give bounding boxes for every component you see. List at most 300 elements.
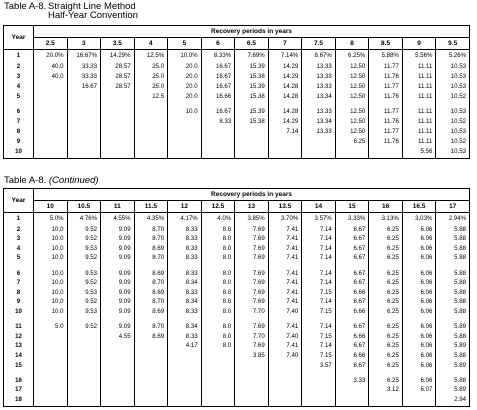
rate-cell: 6.06 bbox=[402, 226, 436, 236]
rate-cell: 9.09 bbox=[101, 235, 135, 245]
year-cell: 12 bbox=[4, 333, 34, 343]
rate-cell: 28.57 bbox=[101, 63, 135, 73]
rate-cell: 7.40 bbox=[268, 352, 302, 362]
rate-cell: 9.09 bbox=[101, 289, 135, 299]
rate-cell: 5.88 bbox=[454, 308, 466, 316]
rate-cell: 20.0 bbox=[168, 93, 202, 103]
rate-cell: 7.14 bbox=[302, 298, 336, 308]
rate-cell bbox=[201, 128, 235, 138]
table-row bbox=[4, 386, 470, 396]
table-row bbox=[4, 235, 470, 245]
rate-cell bbox=[101, 138, 135, 148]
table-row bbox=[4, 377, 470, 387]
rate-cell bbox=[101, 342, 135, 352]
column-header: 14 bbox=[302, 201, 336, 213]
rate-cell: 9.53 bbox=[67, 308, 101, 318]
year-cell: 18 bbox=[4, 396, 34, 406]
rate-cell: 11.11 bbox=[402, 83, 436, 93]
rate-cell: 5.88 bbox=[454, 352, 466, 360]
rate-cell bbox=[168, 352, 202, 362]
rate-cell: 5.0 bbox=[34, 323, 68, 333]
column-header: 11.5 bbox=[134, 201, 168, 213]
rate-cell: 5.89 bbox=[454, 361, 466, 369]
rate-cell bbox=[268, 138, 302, 148]
rate-cell bbox=[268, 362, 302, 372]
rate-cell: 14.28 bbox=[268, 108, 302, 118]
rate-cell: 33.33 bbox=[67, 73, 101, 83]
rate-cell: 10.0 bbox=[34, 308, 68, 318]
rate-cell: 20.0 bbox=[168, 83, 202, 93]
rate-cell: 14.29% bbox=[101, 50, 135, 63]
rate-cell: 13.33 bbox=[302, 83, 336, 93]
rate-cell: 5.88% bbox=[369, 50, 403, 63]
rate-cell: 12.5% bbox=[134, 50, 168, 63]
rate-cell bbox=[34, 108, 68, 118]
rate-cell: 14.29 bbox=[268, 73, 302, 83]
table-row bbox=[4, 352, 470, 362]
rate-cell: 8.0 bbox=[201, 270, 235, 280]
rate-cell bbox=[235, 138, 269, 148]
rate-cell bbox=[134, 148, 168, 159]
rate-cell: 6.06 bbox=[402, 333, 436, 343]
rate-cell bbox=[402, 396, 436, 406]
rate-cell: 12.50 bbox=[335, 118, 369, 128]
rate-cell: 8.70 bbox=[134, 235, 168, 245]
rate-cell bbox=[67, 128, 101, 138]
column-header: 4 bbox=[134, 38, 168, 50]
rate-cell: 15.39 bbox=[235, 83, 269, 93]
rate-cell: 7.15 bbox=[302, 352, 336, 362]
rate-cell: 9.52 bbox=[67, 298, 101, 308]
rate-cell bbox=[235, 396, 269, 406]
rate-cell: 6.66 bbox=[335, 333, 369, 343]
table1 bbox=[3, 25, 470, 159]
rate-cell: 8.0 bbox=[201, 298, 235, 308]
table1-subtitle-text: Half-Year Convention bbox=[48, 10, 138, 21]
rate-cell: 6.25 bbox=[369, 342, 403, 352]
rate-cell bbox=[201, 377, 235, 387]
rate-cell: 8.33 bbox=[168, 245, 202, 255]
rate-cell: 15.39 bbox=[235, 108, 269, 118]
rate-cell: 10.0 bbox=[34, 270, 68, 280]
rate-cell: 5.88 bbox=[454, 254, 466, 262]
rate-cell bbox=[335, 386, 369, 396]
rate-cell: 10.52 bbox=[450, 118, 466, 126]
rate-cell bbox=[134, 138, 168, 148]
year-cell: 17 bbox=[4, 386, 34, 396]
rate-cell: 16.67 bbox=[67, 83, 101, 93]
year-cell: 8 bbox=[4, 128, 34, 138]
rate-cell bbox=[34, 362, 68, 372]
rate-cell: 8.33 bbox=[201, 118, 235, 128]
rate-cell: 6.25 bbox=[335, 138, 369, 148]
rate-cell: 5.56 bbox=[402, 148, 436, 159]
rate-cell: 10.0 bbox=[34, 235, 68, 245]
rate-cell: 6.06 bbox=[402, 245, 436, 255]
rate-cell bbox=[67, 342, 101, 352]
rate-cell: 11.76 bbox=[369, 73, 403, 83]
rate-cell: 6.06 bbox=[402, 235, 436, 245]
rate-cell bbox=[67, 386, 101, 396]
rate-cell: 20.0% bbox=[34, 50, 68, 63]
rate-cell bbox=[134, 108, 168, 118]
rate-cell bbox=[302, 148, 336, 159]
rate-cell: 10.0% bbox=[168, 50, 202, 63]
rate-cell: 9.09 bbox=[101, 308, 135, 318]
rate-cell bbox=[101, 128, 135, 138]
rate-cell: 6.25 bbox=[369, 289, 403, 299]
rate-cell bbox=[134, 128, 168, 138]
rate-cell bbox=[67, 93, 101, 103]
rate-cell: 15.38 bbox=[235, 93, 269, 103]
rate-cell: 8.70 bbox=[134, 254, 168, 264]
table1-title-number: Table A-8. bbox=[4, 1, 47, 12]
rate-cell: 8.0 bbox=[201, 279, 235, 289]
rate-cell: 8.0 bbox=[201, 323, 235, 333]
year-cell: 1 bbox=[4, 50, 34, 63]
rate-cell: 5.88 bbox=[454, 225, 466, 233]
table2-title-continued: (Continued) bbox=[48, 175, 99, 186]
rate-cell: 9.53 bbox=[67, 245, 101, 255]
rate-cell bbox=[67, 148, 101, 159]
rate-cell: 7.41 bbox=[268, 289, 302, 299]
rate-cell: 11.11 bbox=[402, 118, 436, 128]
rate-cell: 7.41 bbox=[268, 270, 302, 280]
rate-cell: 3.33% bbox=[335, 213, 369, 226]
rate-cell bbox=[302, 138, 336, 148]
rate-cell: 14.29 bbox=[268, 118, 302, 128]
rate-cell: 6.06 bbox=[402, 279, 436, 289]
rate-cell: 7.14 bbox=[302, 245, 336, 255]
rate-cell: 7.41 bbox=[268, 323, 302, 333]
column-header: 12.5 bbox=[201, 201, 235, 213]
rate-cell bbox=[34, 118, 68, 128]
rate-cell: 9.53 bbox=[67, 289, 101, 299]
rate-cell: 3.85% bbox=[235, 213, 269, 226]
rate-cell bbox=[67, 108, 101, 118]
rate-cell: 7.40 bbox=[268, 333, 302, 343]
rate-cell: 4.55% bbox=[101, 213, 135, 226]
column-header: 17 bbox=[436, 201, 470, 213]
rate-cell: 3.12 bbox=[369, 386, 403, 396]
rate-cell: 10.0 bbox=[34, 245, 68, 255]
rate-cell: 3.33 bbox=[335, 377, 369, 387]
rate-cell: 6.67 bbox=[335, 362, 369, 372]
table-row bbox=[4, 213, 470, 226]
year-cell: 10 bbox=[4, 148, 34, 159]
column-header-row bbox=[4, 201, 470, 213]
table-row bbox=[4, 108, 470, 118]
rate-cell bbox=[134, 362, 168, 372]
rate-cell: 14.29 bbox=[268, 63, 302, 73]
rate-cell: 4.55 bbox=[101, 333, 135, 343]
rate-cell: 11.11 bbox=[402, 108, 436, 118]
rate-cell: 8.33 bbox=[168, 226, 202, 236]
rate-cell: 5.89 bbox=[454, 386, 466, 394]
rate-cell bbox=[235, 377, 269, 387]
rate-cell: 6.06 bbox=[402, 362, 436, 372]
rate-cell: 7.70 bbox=[235, 308, 269, 318]
rate-cell: 10.53 bbox=[450, 82, 466, 90]
rate-cell: 9.52 bbox=[67, 323, 101, 333]
rate-cell bbox=[168, 396, 202, 406]
rate-cell bbox=[34, 138, 68, 148]
rate-cell bbox=[302, 377, 336, 387]
rate-cell: 12.50 bbox=[335, 63, 369, 73]
rate-cell: 10.53 bbox=[450, 128, 466, 136]
rate-cell bbox=[34, 333, 68, 343]
column-header: 12 bbox=[168, 201, 202, 213]
year-cell: 15 bbox=[4, 362, 34, 372]
table1-body bbox=[4, 50, 470, 159]
rate-cell bbox=[201, 138, 235, 148]
rate-cell: 8.33 bbox=[168, 235, 202, 245]
rate-cell bbox=[34, 148, 68, 159]
rate-cell: 6.25 bbox=[369, 279, 403, 289]
rate-cell: 10.53 bbox=[450, 62, 466, 70]
rate-cell: 6.25 bbox=[369, 270, 403, 280]
rate-cell bbox=[302, 386, 336, 396]
rate-cell: 7.15 bbox=[302, 289, 336, 299]
rate-cell: 8.69 bbox=[134, 333, 168, 343]
rate-cell: 11.11 bbox=[402, 63, 436, 73]
rate-cell: 7.14% bbox=[268, 50, 302, 63]
column-header: 15 bbox=[335, 201, 369, 213]
column-header: 10 bbox=[34, 201, 68, 213]
table-row bbox=[4, 308, 470, 318]
rate-cell: 10.0 bbox=[34, 254, 68, 264]
rate-cell: 16.67 bbox=[201, 108, 235, 118]
rate-cell: 25.0 bbox=[134, 83, 168, 93]
rate-cell: 16.67 bbox=[201, 73, 235, 83]
rate-cell bbox=[67, 396, 101, 406]
rate-cell: 10.53 bbox=[450, 147, 466, 155]
rate-cell: 6.67 bbox=[335, 235, 369, 245]
rate-cell: 3.03% bbox=[402, 213, 436, 226]
rate-cell: 9.09 bbox=[101, 279, 135, 289]
rate-cell: 9.09 bbox=[101, 245, 135, 255]
year-cell: 11 bbox=[4, 323, 34, 333]
rate-cell: 25.0 bbox=[134, 73, 168, 83]
rate-cell: 5.88 bbox=[454, 269, 466, 277]
rate-cell: 7.41 bbox=[268, 226, 302, 236]
rate-cell: 11.11 bbox=[402, 128, 436, 138]
rate-cell: 6.25 bbox=[369, 362, 403, 372]
year-cell: 6 bbox=[4, 270, 34, 280]
table-row bbox=[4, 362, 470, 372]
table2-body bbox=[4, 213, 470, 407]
rate-cell: 8.33 bbox=[168, 254, 202, 264]
rate-cell: 13.34 bbox=[302, 118, 336, 128]
rate-cell: 6.67 bbox=[335, 298, 369, 308]
rate-cell: 15.39 bbox=[235, 63, 269, 73]
rate-cell: 7.41 bbox=[268, 254, 302, 264]
year-cell: 10 bbox=[4, 308, 34, 318]
column-header: 9.5 bbox=[436, 38, 470, 50]
rate-cell: 3.13% bbox=[369, 213, 403, 226]
rate-cell: 9.09 bbox=[101, 298, 135, 308]
rate-cell: 11.77 bbox=[369, 108, 403, 118]
year-cell: 5 bbox=[4, 93, 34, 103]
rate-cell: 8.69 bbox=[134, 245, 168, 255]
rate-cell: 6.06 bbox=[402, 289, 436, 299]
year-cell: 13 bbox=[4, 342, 34, 352]
rate-cell: 7.14 bbox=[302, 226, 336, 236]
rate-cell: 8.69 bbox=[134, 270, 168, 280]
rate-cell bbox=[235, 362, 269, 372]
column-header: 6 bbox=[201, 38, 235, 50]
rate-cell: 7.14 bbox=[268, 128, 302, 138]
rate-cell: 10.0 bbox=[34, 298, 68, 308]
rate-cell: 9.52 bbox=[67, 279, 101, 289]
rate-cell: 28.57 bbox=[101, 73, 135, 83]
table-row bbox=[4, 323, 470, 333]
rate-cell bbox=[369, 148, 403, 159]
rate-cell: 7.14 bbox=[302, 270, 336, 280]
rate-cell: 7.69 bbox=[235, 226, 269, 236]
rate-cell: 6.06 bbox=[402, 377, 436, 387]
rate-cell: 8.70 bbox=[134, 226, 168, 236]
rate-cell bbox=[34, 128, 68, 138]
rate-cell: 13.33 bbox=[302, 108, 336, 118]
rate-cell: 6.67 bbox=[335, 323, 369, 333]
rate-cell: 7.15 bbox=[302, 333, 336, 343]
rate-cell bbox=[134, 386, 168, 396]
rate-cell: 6.67 bbox=[335, 226, 369, 236]
table-row bbox=[4, 333, 470, 343]
column-header: 7 bbox=[268, 38, 302, 50]
rate-cell: 4.35% bbox=[134, 213, 168, 226]
table-row bbox=[4, 396, 470, 406]
rate-cell: 8.33% bbox=[201, 50, 235, 63]
rate-cell: 9.52 bbox=[67, 254, 101, 264]
rate-cell: 11.76 bbox=[369, 138, 403, 148]
rate-cell bbox=[134, 396, 168, 406]
rate-cell: 40.0 bbox=[34, 63, 68, 73]
rate-cell: 5.88 bbox=[454, 279, 466, 287]
column-header: 13 bbox=[235, 201, 269, 213]
rate-cell bbox=[268, 148, 302, 159]
rate-cell: 8.0 bbox=[201, 235, 235, 245]
table2 bbox=[3, 188, 470, 407]
rate-cell bbox=[134, 352, 168, 362]
table-row bbox=[4, 118, 470, 128]
rate-cell: 6.67% bbox=[302, 50, 336, 63]
rate-cell: 4.17% bbox=[168, 213, 202, 226]
rate-cell: 6.06 bbox=[402, 270, 436, 280]
rate-cell: 3.57% bbox=[302, 213, 336, 226]
table-row bbox=[4, 63, 470, 73]
rate-cell: 7.41 bbox=[268, 235, 302, 245]
rate-cell: 20.0 bbox=[168, 63, 202, 73]
rate-cell bbox=[168, 386, 202, 396]
rate-cell: 16.67 bbox=[201, 83, 235, 93]
rate-cell: 6.25 bbox=[369, 333, 403, 343]
year-cell: 1 bbox=[4, 213, 34, 226]
rate-cell: 4.0% bbox=[201, 213, 235, 226]
table-row bbox=[4, 342, 470, 352]
rate-cell: 8.33 bbox=[168, 333, 202, 343]
table1-title-line2 bbox=[4, 11, 138, 21]
rate-cell bbox=[168, 362, 202, 372]
rate-cell: 8.70 bbox=[134, 323, 168, 333]
rate-cell bbox=[101, 362, 135, 372]
rate-cell: 20.0 bbox=[168, 73, 202, 83]
rate-cell: 8.33 bbox=[168, 289, 202, 299]
rate-cell: 11.11 bbox=[402, 93, 436, 103]
column-header: 3.5 bbox=[101, 38, 135, 50]
rate-cell: 11.11 bbox=[402, 73, 436, 83]
rate-cell: 8.69 bbox=[134, 308, 168, 318]
rate-cell bbox=[201, 386, 235, 396]
rate-cell bbox=[168, 377, 202, 387]
column-header: 16.5 bbox=[402, 201, 436, 213]
rate-cell: 16.66 bbox=[201, 93, 235, 103]
rate-cell: 13.33 bbox=[302, 73, 336, 83]
rate-cell: 6.25 bbox=[369, 226, 403, 236]
recovery-periods-header: Recovery periods in years bbox=[34, 26, 470, 38]
rate-cell bbox=[34, 352, 68, 362]
rate-cell: 6.67 bbox=[335, 270, 369, 280]
rate-cell bbox=[168, 118, 202, 128]
rate-cell: 10.0 bbox=[34, 279, 68, 289]
rate-cell bbox=[101, 93, 135, 103]
rate-cell: 6.67 bbox=[335, 279, 369, 289]
rate-cell: 5.88 bbox=[454, 244, 466, 252]
rate-cell bbox=[168, 138, 202, 148]
year-cell: 7 bbox=[4, 118, 34, 128]
rate-cell bbox=[67, 138, 101, 148]
rate-cell: 7.41 bbox=[268, 279, 302, 289]
table-row bbox=[4, 298, 470, 308]
rate-cell: 10.0 bbox=[34, 289, 68, 299]
rate-cell bbox=[134, 377, 168, 387]
rate-cell: 6.66 bbox=[335, 308, 369, 318]
rate-cell bbox=[268, 386, 302, 396]
table1-title-text: Straight Line Method bbox=[48, 1, 136, 12]
rate-cell bbox=[34, 377, 68, 387]
year-cell: 3 bbox=[4, 73, 34, 83]
rate-cell: 3.70% bbox=[268, 213, 302, 226]
rate-cell: 8.0 bbox=[201, 342, 235, 352]
year-cell: 9 bbox=[4, 298, 34, 308]
rate-cell: 9.52 bbox=[67, 235, 101, 245]
rate-cell: 7.15 bbox=[302, 308, 336, 318]
rate-cell: 10.0 bbox=[34, 226, 68, 236]
rate-cell bbox=[101, 118, 135, 128]
rate-cell: 25.0 bbox=[134, 63, 168, 73]
rate-cell bbox=[201, 352, 235, 362]
rate-cell: 4.76% bbox=[67, 213, 101, 226]
rate-cell: 16.67 bbox=[201, 63, 235, 73]
rate-cell: 5.0% bbox=[34, 213, 68, 226]
rate-cell: 12.50 bbox=[335, 108, 369, 118]
rate-cell bbox=[168, 128, 202, 138]
rate-cell bbox=[134, 118, 168, 128]
rate-cell: 7.41 bbox=[268, 298, 302, 308]
rate-cell: 5.89 bbox=[454, 342, 466, 350]
rate-cell: 40.0 bbox=[34, 73, 68, 83]
column-header: 3 bbox=[67, 38, 101, 50]
rate-cell: 5.88 bbox=[454, 298, 466, 306]
year-cell: 7 bbox=[4, 279, 34, 289]
rate-cell: 13.34 bbox=[302, 93, 336, 103]
rate-cell: 6.25% bbox=[335, 50, 369, 63]
rate-cell: 7.14 bbox=[302, 254, 336, 264]
year-cell: 3 bbox=[4, 235, 34, 245]
rate-cell: 6.06 bbox=[402, 254, 436, 264]
rate-cell bbox=[134, 342, 168, 352]
